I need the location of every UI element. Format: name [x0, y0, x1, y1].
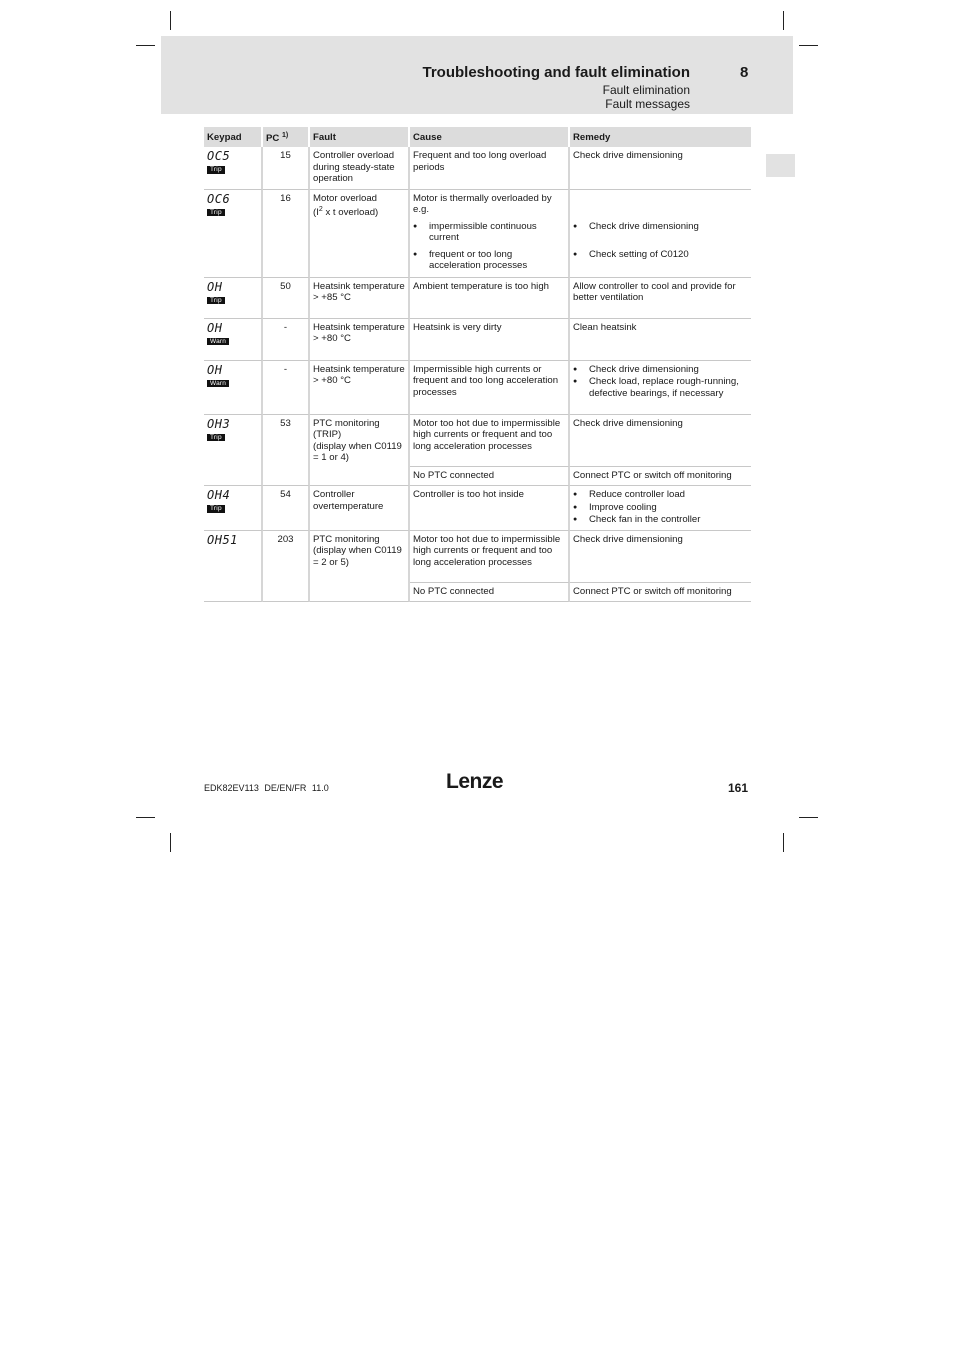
cause-cell: No PTC connected	[410, 467, 570, 487]
remedy-cell: Connect PTC or switch off monitoring	[570, 583, 751, 603]
crop-mark	[136, 817, 155, 818]
keypad-code: OH	[207, 362, 223, 377]
fault-text: (display when C0119 = 2 or 5)	[313, 545, 402, 568]
cause-cell: Controller is too hot inside	[410, 486, 570, 531]
pc-cell: -	[263, 361, 310, 415]
cause-text: Motor is thermally overloaded by e.g.	[413, 192, 552, 215]
fault-text: PTC monitoring	[313, 533, 380, 545]
crop-mark	[783, 11, 784, 30]
keypad-cell	[204, 147, 263, 190]
fault-cell: Heatsink temperature > +80 °C	[310, 361, 410, 415]
table-row	[204, 190, 751, 278]
cause-cell: Frequent and too long overload periods	[410, 147, 570, 190]
chapter-side-tab	[766, 154, 795, 177]
list-item: ● Reduce controller load	[573, 489, 748, 501]
crop-mark	[136, 45, 155, 46]
fault-cell	[310, 531, 410, 603]
keypad-code: OH	[207, 320, 223, 335]
list-item: ● frequent or too long acceleration processes	[413, 249, 565, 272]
fault-cell: Heatsink temperature > +80 °C	[310, 319, 410, 361]
remedy-cell: Allow controller to cool and provide for better ventilation	[570, 278, 751, 319]
col-header-pc-footnote: 1)	[282, 132, 289, 140]
section-subtitle: Fault messages	[605, 97, 690, 111]
status-badge: Trip	[207, 166, 225, 174]
col-header-keypad: Keypad	[204, 127, 263, 147]
table-row	[204, 147, 751, 190]
pc-cell: 16	[263, 190, 310, 278]
remedy-list	[573, 221, 748, 261]
remedy-cell	[570, 486, 751, 531]
keypad-code: OC5	[207, 149, 231, 163]
fault-cell: Controller overtemperature	[310, 486, 410, 531]
keypad-cell	[204, 415, 263, 487]
fault-cell: Controller overload during steady-state operation	[310, 147, 410, 190]
status-badge: Trip	[207, 209, 225, 217]
pc-cell: 15	[263, 147, 310, 190]
crop-mark	[170, 11, 171, 30]
status-badge: Warn	[207, 338, 229, 346]
keypad-code: OC6	[207, 191, 231, 206]
keypad-cell	[204, 531, 263, 603]
status-badge: Trip	[207, 297, 225, 305]
remedy-cell	[570, 190, 751, 278]
table-row	[204, 319, 751, 361]
list-item: ● Improve cooling	[573, 502, 748, 514]
list-item: ● impermissible continuous current	[413, 221, 565, 244]
crop-mark	[799, 45, 818, 46]
keypad-cell	[204, 361, 263, 415]
keypad-cell	[204, 278, 263, 319]
col-header-pc	[263, 127, 310, 147]
cause-cell	[410, 190, 570, 278]
crop-mark	[783, 833, 784, 852]
cause-list	[413, 221, 565, 272]
table-row	[204, 361, 751, 415]
keypad-code: OH3	[207, 416, 231, 431]
col-header-remedy: Remedy	[570, 127, 751, 147]
keypad-cell	[204, 190, 263, 278]
status-badge: Trip	[207, 505, 225, 513]
fault-text: (display when C0119 = 1 or 4)	[313, 440, 402, 463]
page-title: Troubleshooting and fault elimination	[422, 64, 690, 81]
fault-text: Motor overload	[313, 192, 377, 204]
page-number: 161	[728, 781, 749, 795]
cause-cell: Heatsink is very dirty	[410, 319, 570, 361]
keypad-code: OH4	[207, 488, 231, 502]
cause-cell: Impermissible high currents or frequent and too long acceleration processes	[410, 361, 570, 415]
remedy-list	[573, 489, 748, 526]
remedy-cell: Check drive dimensioning	[570, 147, 751, 190]
pc-cell: 203	[263, 531, 310, 603]
remedy-cell: Connect PTC or switch off monitoring	[570, 467, 751, 487]
crop-mark	[799, 817, 818, 818]
keypad-code: OH	[207, 279, 223, 294]
section-subtitle: Fault elimination	[602, 83, 690, 97]
list-item: ● Check drive dimensioning	[573, 364, 748, 376]
fault-text: (I	[313, 207, 319, 219]
col-header-cause: Cause	[410, 127, 570, 147]
pc-cell: -	[263, 319, 310, 361]
table-row	[204, 278, 751, 319]
fault-messages-table	[204, 127, 751, 602]
list-item: ● Check load, replace rough-running, defective bearings, if necessary	[573, 376, 748, 399]
table-row	[204, 415, 751, 467]
keypad-cell	[204, 319, 263, 361]
fault-text: x t overload)	[322, 207, 379, 219]
lenze-logo: Lenze	[446, 770, 504, 793]
table-row	[204, 486, 751, 531]
fault-superscript: 2	[318, 206, 323, 213]
keypad-code: OH51	[207, 532, 238, 547]
col-header-pc-label: PC	[266, 133, 280, 145]
cause-cell: No PTC connected	[410, 583, 570, 603]
pc-cell: 50	[263, 278, 310, 319]
remedy-cell: Check drive dimensioning	[570, 531, 751, 583]
table-row	[204, 531, 751, 583]
fault-text: PTC monitoring	[313, 417, 380, 429]
list-item: ● Check setting of C0120	[573, 249, 748, 261]
remedy-list	[573, 364, 748, 400]
cause-cell: Motor too hot due to impermissible high currents or frequent and too long acceleration processes	[410, 531, 570, 583]
remedy-cell: Check drive dimensioning	[570, 415, 751, 467]
col-header-fault: Fault	[310, 127, 410, 147]
remedy-cell: Clean heatsink	[570, 319, 751, 361]
remedy-cell	[570, 361, 751, 415]
table-header-row	[204, 127, 751, 147]
chapter-number: 8	[740, 64, 749, 81]
list-item: ● Check drive dimensioning	[573, 221, 748, 233]
cause-cell: Ambient temperature is too high	[410, 278, 570, 319]
crop-mark	[170, 833, 171, 852]
fault-cell	[310, 415, 410, 487]
pc-cell: 54	[263, 486, 310, 531]
pc-cell: 53	[263, 415, 310, 487]
fault-cell	[310, 190, 410, 278]
list-item: ● Check fan in the controller	[573, 514, 748, 526]
fault-cell: Heatsink temperature > +85 °C	[310, 278, 410, 319]
status-badge: Warn	[207, 380, 229, 388]
cause-cell: Motor too hot due to impermissible high currents or frequent and too long acceleration processes	[410, 415, 570, 467]
keypad-cell	[204, 486, 263, 531]
fault-text: (TRIP)	[313, 429, 342, 440]
document-id: EDK82EV113 DE/EN/FR 11.0	[204, 783, 329, 793]
status-badge: Trip	[207, 434, 225, 442]
